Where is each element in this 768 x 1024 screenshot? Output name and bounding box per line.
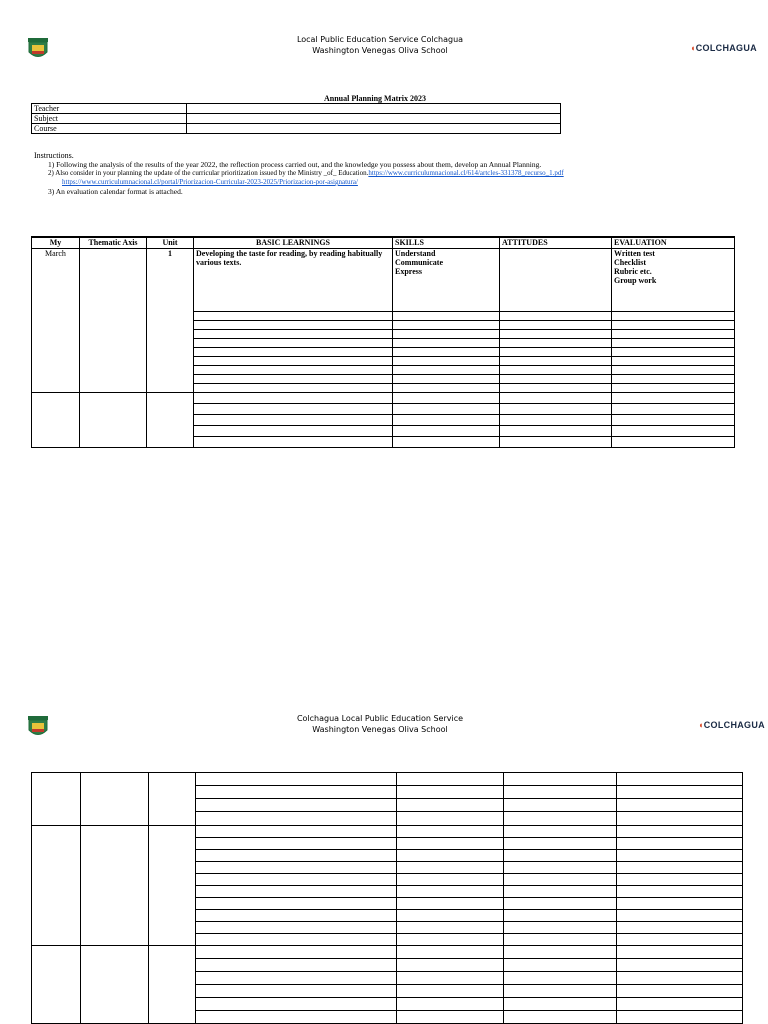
info-row-teacher — [32, 104, 561, 114]
column-header: ATTITUDES — [500, 237, 612, 249]
column-header: EVALUATION — [612, 237, 735, 249]
table-row — [32, 946, 743, 959]
unit-cell[interactable]: 1 — [147, 249, 194, 393]
curriculum-link-2[interactable]: https://www.curriculumnacional.cl/portal/Priorizacion-Curricular-2023-2025/Priorizacion-por-asignatura/ — [62, 178, 358, 186]
instruction-1: 1) Following the analysis of the results of the year 2022, the reflection process carried out, and the knowledge you possess about them, develop an Annual Planning. — [48, 160, 542, 169]
table-row — [32, 393, 735, 404]
skill-item: Understand — [395, 249, 436, 258]
column-header: Unit — [147, 237, 194, 249]
column-header: BASIC LEARNINGS — [194, 237, 393, 249]
document-title: Annual Planning Matrix 2023 — [323, 94, 426, 103]
instruction-2 — [34, 169, 766, 178]
skill-item: Communicate — [395, 258, 443, 267]
planning-header-row — [32, 237, 735, 249]
header-line-2: Washington Venegas Oliva School — [312, 46, 448, 55]
column-header: Thematic Axis — [80, 237, 147, 249]
instruction-2-cont — [34, 178, 766, 187]
instruction-2-text: 2) Also consider in your planning the update of the curricular prioritization issued by the Ministry _of_ Education. — [48, 169, 369, 177]
info-label: Subject — [32, 114, 187, 124]
page-2-header — [230, 713, 530, 735]
page-header — [230, 34, 530, 56]
logo-word: COLCHAGUA — [703, 720, 765, 730]
subject-field[interactable] — [187, 114, 561, 124]
skills-cell[interactable] — [393, 249, 500, 312]
info-label: Teacher — [32, 104, 187, 114]
teacher-field[interactable] — [187, 104, 561, 114]
info-label: Course — [32, 124, 187, 134]
evaluation-cell[interactable] — [612, 249, 735, 312]
info-row-course — [32, 124, 561, 134]
planning-table — [31, 236, 735, 448]
instructions — [34, 151, 766, 196]
table-row — [32, 249, 735, 312]
instruction-3: 3) An evaluation calendar format is attached. — [48, 187, 183, 196]
thematic-axis-cell[interactable] — [80, 249, 147, 393]
planning-table-continued — [31, 772, 743, 1024]
evaluation-item: Rubric etc. — [614, 267, 652, 276]
month-cell[interactable]: March — [32, 249, 80, 393]
header-line-1: Colchagua Local Public Education Service — [296, 714, 464, 723]
instructions-label: Instructions. — [34, 151, 74, 160]
course-field[interactable] — [187, 124, 561, 134]
header-line-1: Local Public Education Service Colchagua — [296, 35, 464, 44]
header-line-2: Washington Venegas Oliva School — [312, 725, 448, 734]
curriculum-link-1[interactable]: https://www.curriculumnacional.cl/614/artcles-331378_recurso_1.pdf — [368, 169, 564, 177]
column-header: SKILLS — [393, 237, 500, 249]
evaluation-item: Group work — [614, 276, 657, 285]
skill-item: Express — [395, 267, 422, 276]
evaluation-item: Written test — [614, 249, 655, 258]
school-crest-icon — [27, 715, 49, 739]
logo-word: COLCHAGUA — [695, 43, 757, 53]
learning-cell[interactable]: Developing the taste for reading, by reading habitually various texts. — [194, 249, 393, 312]
table-row — [32, 773, 743, 786]
column-header: My — [32, 237, 80, 249]
table-row — [32, 826, 743, 838]
colchagua-logo: ◖COLCHAGUA — [698, 720, 765, 730]
colchagua-logo: ◖COLCHAGUA — [690, 43, 757, 53]
info-table — [31, 103, 561, 134]
evaluation-item: Checklist — [614, 258, 646, 267]
school-crest-icon — [27, 37, 49, 61]
info-row-subject — [32, 114, 561, 124]
attitudes-cell[interactable] — [500, 249, 612, 312]
